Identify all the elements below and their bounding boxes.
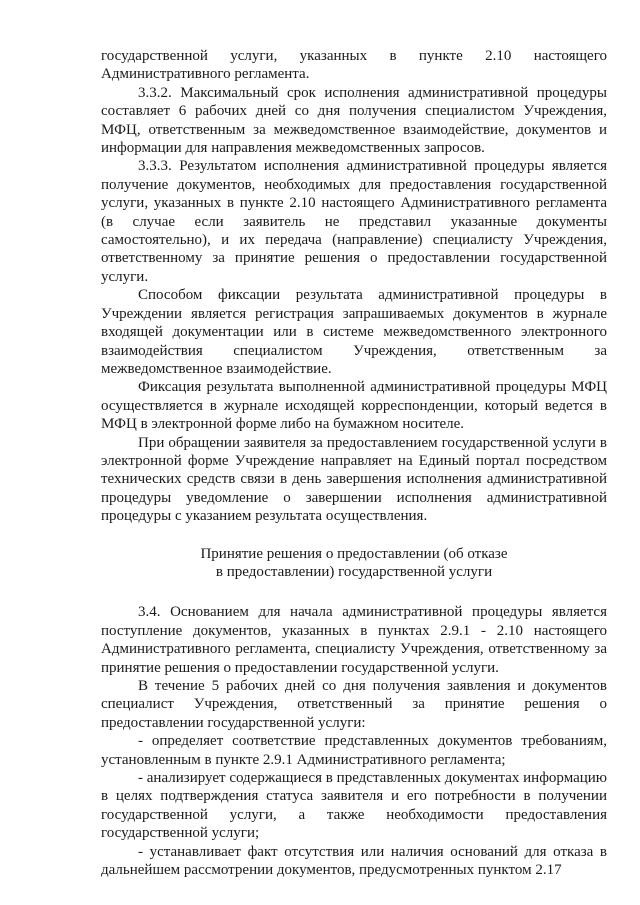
- section-heading-line-1: Принятие решения о предоставлении (об отказе: [200, 545, 508, 562]
- paragraph-continuation: государственной услуги, указанных в пункте 2.10 настоящего Административного регламента.: [101, 48, 607, 83]
- list-item-determines: - определяет соответствие представленных документов требованиям, установленным в пункте 2.9.1 Административного регламента;: [101, 733, 607, 768]
- paragraph-fixation-method: Способом фиксации результата административной процедуры в Учреждении является регистрация запрашиваемых документов в журнале входящей документации или в системе межведомственного электронного взаимодействия специалистом Учреждения, ответственным за межведомственное взаимодействие.: [101, 287, 607, 377]
- paragraph-3-3-3: 3.3.3. Результатом исполнения административной процедуры является получение документов, необходимых для предоставления государственной услуги, указанных в пункте 2.10 настоящего Административного регламента (в случае если заявитель не представил указанные документы самостоятельно), и их передача (направление) специалисту Учреждения, ответственному за принятие решения о предоставлении государственной услуги.: [101, 158, 607, 285]
- document-body: [101, 47, 607, 879]
- paragraph-5-days: В течение 5 рабочих дней со дня получения заявления и документов специалист Учреждения, ответственный за принятие решения о предоставлении государственной услуги:: [101, 678, 607, 731]
- list-item-establishes: - устанавливает факт отсутствия или наличия оснований для отказа в дальнейшем рассмотрении документов, предусмотренных пунктом 2.17: [101, 843, 607, 879]
- section-heading: [101, 545, 607, 582]
- section-heading-line-2: в предоставлении) государственной услуги: [215, 563, 493, 580]
- paragraph-mfc-fixation: Фиксация результата выполненной административной процедуры МФЦ осуществляется в журнале исходящей корреспонденции, который ведется в МФЦ в электронной форме либо на бумажном носителе.: [101, 379, 607, 433]
- paragraph-3-4: 3.4. Основанием для начала административной процедуры является поступление документов, указанных в пунктах 2.9.1 - 2.10 настоящего Административного регламента, специалисту Учреждения, ответственному за принятие решения о предоставлении государственной услуги.: [101, 604, 607, 676]
- list-item-analyzes: - анализирует содержащиеся в представленных документах информацию в целях подтверждения статуса заявителя и его потребности в получении государственной услуги, а также необходимости предоставления государственной услуги;: [101, 770, 607, 842]
- paragraph-3-3-2: 3.3.2. Максимальный срок исполнения административной процедуры составляет 6 рабочих дней со дня получения специалистом Учреждения, МФЦ, ответственным за межведомственное взаимодействие, документов и информации для направления межведомственных запросов.: [101, 84, 607, 157]
- paragraph-electronic-form: При обращении заявителя за предоставлением государственной услуги в электронной форме Учреждение направляет на Единый портал посредством технических средств связи в день завершения исполнения административной процедуры уведомление о завершении исполнения административной процедуры с указанием результата осуществления.: [101, 434, 607, 525]
